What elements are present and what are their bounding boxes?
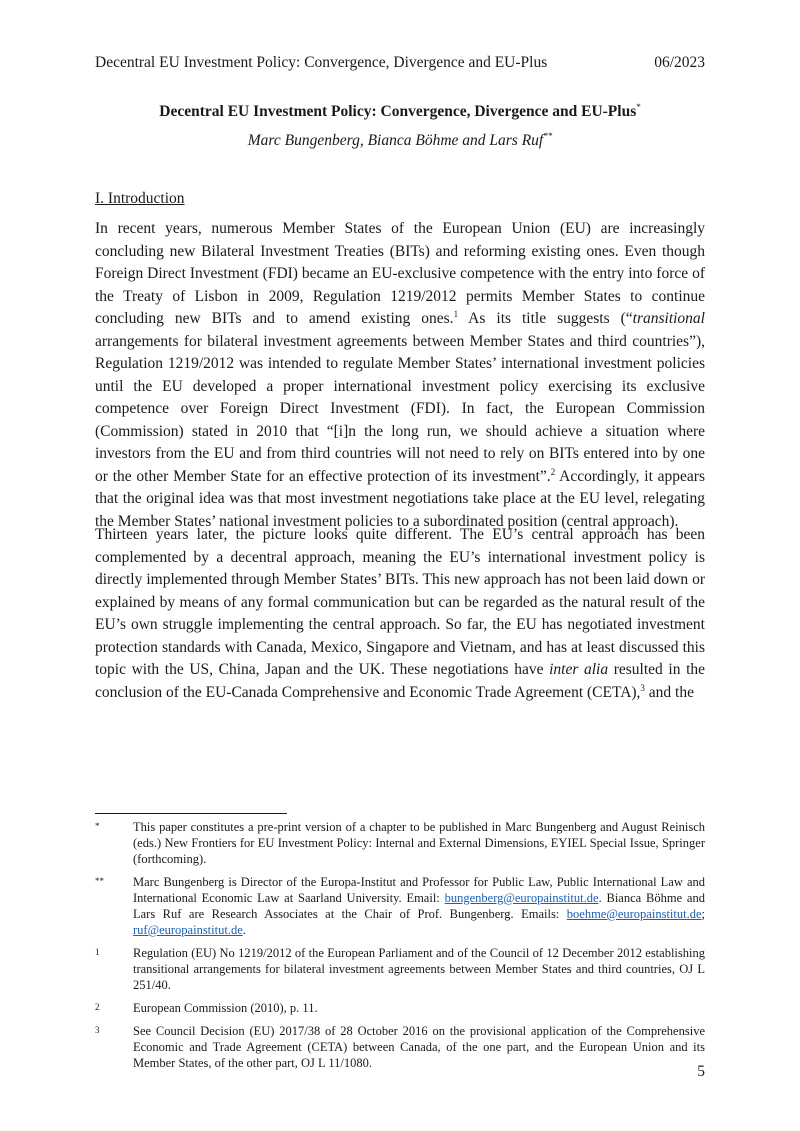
footnote-mark: ** — [95, 876, 104, 886]
footnotes — [95, 819, 705, 1078]
paragraph-2-text-a: Thirteen years later, the picture looks quite different. The EU’s central approach has been complemented by a decentral approach, meaning the EU’s international investment policy is directly implemented through Member States’ BITs. This new approach has not been laid down or explained by means of any formal communication but can be regarded as the natural result of the EU’s own struggle implementing the central approach. So far, the EU has negotiated investment protection standards with Canada, Mexico, Singapore and Vietnam, and has at least discussed this topic with the US, China, Japan and the UK. These negotiations have — [95, 526, 705, 678]
footnote-star — [95, 819, 705, 867]
paragraph-1-text-a: In recent years, numerous Member States of the European Union (EU) are increasingly concluding new Bilateral Investment Treaties (BITs) and reforming existing ones. Even though Foreign Direct Investment (FDI) became an EU-exclusive competence with the entry into force of the Treaty of Lisbon in 2009, Regulation 1219/2012 permits Member States to continue concluding new BITs and to amend existing ones. — [95, 220, 705, 327]
paragraph-1-text-b: As its title suggests (“ — [458, 310, 633, 327]
footnote-mark: * — [95, 821, 100, 831]
footnote-mark: 1 — [95, 947, 100, 957]
footnote-2 — [95, 1000, 705, 1016]
header-date: 06/2023 — [654, 54, 705, 71]
footnote-double-star — [95, 874, 705, 938]
paper-title-text: Decentral EU Investment Policy: Convergence, Divergence and EU-Plus — [159, 103, 637, 120]
authors-text: Marc Bungenberg, Bianca Böhme and Lars Ruf — [247, 132, 544, 149]
paragraph-2-italic: inter alia — [549, 661, 609, 678]
footnote-ref-1[interactable]: 1 — [453, 309, 459, 319]
footnote-3 — [95, 1023, 705, 1071]
title-footnote-mark[interactable]: * — [636, 102, 641, 112]
email-link-boehme[interactable]: boehme@europainstitut.de — [566, 907, 702, 921]
footnote-mark: 3 — [95, 1025, 100, 1035]
paper-authors — [95, 131, 705, 150]
footnote-text: Regulation (EU) No 1219/2012 of the European Parliament and of the Council of 12 December 2012 establishing transitional arrangements for bilateral investment agreements between Member States and third countries, OJ L 251/40. — [133, 946, 705, 992]
footnote-text-b: . Bianca Böhme and Lars Ruf are Research Associates at the Chair of Prof. Bungenberg. Emails: — [133, 891, 705, 921]
paragraph-2 — [95, 524, 705, 704]
paragraph-1-italic: transitional — [632, 310, 705, 327]
footnote-ref-2[interactable]: 2 — [550, 466, 556, 477]
paragraph-1 — [95, 218, 705, 533]
running-header — [95, 54, 705, 72]
footnote-text-a: Marc Bungenberg is Director of the Europa-Institut and Professor for Public Law, Public International Law and International Economic Law at Saarland University. Email: — [133, 875, 705, 905]
footnote-text-d: . — [242, 923, 246, 937]
footnote-1 — [95, 945, 705, 993]
page-number: 5 — [697, 1063, 705, 1080]
footnote-text — [133, 874, 705, 938]
authors-footnote-mark[interactable]: ** — [543, 131, 553, 141]
paragraph-1-text-d: Accordingly, it appears that the original idea was that most investment negotiations take place at the EU level, relegating the Member States’ national investment policies to a subordinated position (central approach). — [95, 467, 705, 530]
footnote-text: This paper constitutes a pre-print version of a chapter to be published in Marc Bungenberg and August Reinisch (eds.) New Frontiers for EU Investment Policy: Internal and External Dimensions, EYIEL Special Issue, Springer (forthcoming). — [133, 820, 705, 866]
footnote-divider — [95, 813, 287, 814]
paper-title — [95, 102, 705, 121]
footnote-mark: 2 — [95, 1002, 100, 1012]
email-link-ruf[interactable]: ruf@europainstitut.de — [133, 923, 243, 937]
paragraph-1-text-c: arrangements for bilateral investment agreements between Member States and third countries”), Regulation 1219/2012 was intended to regulate Member States’ international investment policies until the EU developed a proper international investment policy exercising its exclusive competence over Foreign Direct Investment (FDI). In fact, the European Commission (Commission) stated in 2010 that “[i]n the long run, we should achieve a situation where investors from the EU and from third countries will not need to rely on BITs entered into by one or the other Member State for an effective protection of its investment”. — [95, 332, 705, 485]
email-link-bungenberg[interactable]: bungenberg@europainstitut.de — [444, 891, 599, 905]
paragraph-2-text-b: resulted in the conclusion of the EU-Canada Comprehensive and Economic Trade Agreement (CETA), — [95, 661, 706, 701]
section-heading: I. Introduction — [95, 190, 185, 207]
footnote-text-c: ; — [701, 907, 705, 921]
footnote-ref-3[interactable]: 3 — [640, 682, 645, 693]
running-title: Decentral EU Investment Policy: Convergence, Divergence and EU-Plus — [95, 54, 548, 71]
footnote-text: European Commission (2010), p. 11. — [133, 1001, 318, 1015]
paragraph-2-text-c: and the — [644, 683, 694, 701]
footnote-text: See Council Decision (EU) 2017/38 of 28 October 2016 on the provisional application of the Comprehensive Economic and Trade Agreement (CETA) between Canada, of the one part, and the European Union and its Member States, of the other part, OJ L 11/1080. — [133, 1024, 705, 1070]
